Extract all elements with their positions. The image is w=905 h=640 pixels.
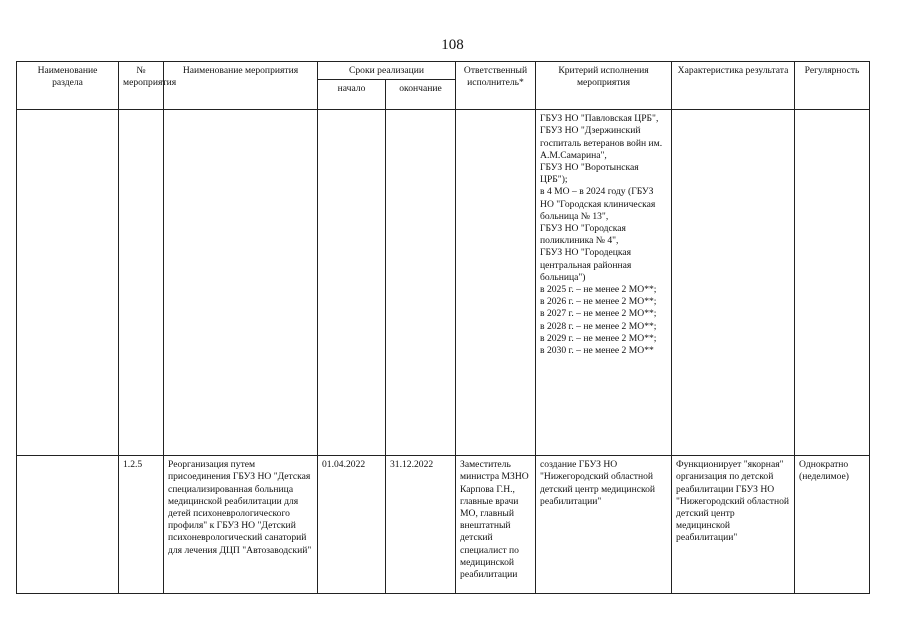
criterion-line: в 2028 г. – не менее 2 МО**; (540, 320, 657, 332)
cell-event: Реорганизация путем присоединения ГБУЗ НО "Детская специализированная больница медицинской реабилитации для детей психоневрологического профиля" к ГБУЗ НО "Детский психоневрологический санаторий для лечения ДЦП "Автозаводский" (164, 456, 318, 594)
header-result: Характеристика результата (672, 62, 795, 110)
criterion-line: в 2026 г. – не менее 2 МО**; (540, 296, 657, 308)
cell-section (17, 456, 119, 594)
cell-regularity: Однократно (неделимое) (795, 456, 870, 594)
measures-table (16, 61, 870, 594)
criterion-line: ГБУЗ НО "Павловская ЦРБ", (540, 113, 659, 125)
header-regularity: Регулярность (795, 62, 870, 110)
cell-result (672, 110, 795, 456)
criterion-line: ГБУЗ НО "Городская поликлиника № 4", (540, 223, 626, 247)
criterion-line: в 2025 г. – не менее 2 МО**; (540, 284, 657, 296)
header-responsible: Ответственный исполнитель* (456, 62, 536, 110)
table-row (17, 456, 870, 594)
cell-num: 1.2.5 (119, 456, 164, 594)
cell-num (119, 110, 164, 456)
criterion-line: ГБУЗ НО "Городецкая центральная районная больница") (540, 247, 632, 283)
criterion-line: ГБУЗ НО "Дзержинский госпиталь ветеранов войн им. А.М.Самарина", (540, 125, 663, 161)
cell-responsible (456, 110, 536, 456)
table-row (17, 110, 870, 456)
header-start: начало (318, 80, 386, 110)
cell-start: 01.04.2022 (318, 456, 386, 594)
cell-responsible: Заместитель министра МЗНО Карпова Г.Н., главные врачи МО, главный внештатный детский специалист по медицинской реабилитации (456, 456, 536, 594)
cell-event (164, 110, 318, 456)
header-section: Наименование раздела (17, 62, 119, 110)
cell-regularity (795, 110, 870, 456)
cell-start (318, 110, 386, 456)
criterion-line: в 2027 г. – не менее 2 МО**; (540, 308, 657, 320)
criterion-line: ГБУЗ НО "Воротынская ЦРБ"); (540, 162, 639, 186)
header-criterion: Критерий исполнения мероприятия (536, 62, 672, 110)
criterion-line: в 4 МО – в 2024 году (ГБУЗ НО "Городская клиническая больница № 13", (540, 186, 656, 222)
cell-result: Функционирует "якорная" организация по детской реабилитации ГБУЗ НО "Нижегородский областной детский центр медицинской реабилитации" (672, 456, 795, 594)
criterion-line: в 2030 г. – не менее 2 МО** (540, 345, 654, 357)
cell-end: 31.12.2022 (386, 456, 456, 594)
cell-criterion: создание ГБУЗ НО "Нижегородский областной детский центр медицинской реабилитации" (536, 456, 672, 594)
header-end: окончание (386, 80, 456, 110)
header-terms: Сроки реализации (318, 62, 456, 80)
header-row (17, 62, 870, 80)
cell-section (17, 110, 119, 456)
page-number: 108 (441, 37, 464, 53)
header-event: Наименование мероприятия (164, 62, 318, 110)
header-num: № мероприятия (119, 62, 164, 110)
cell-criterion (536, 110, 672, 456)
criterion-line: в 2029 г. – не менее 2 МО**; (540, 332, 657, 344)
cell-end (386, 110, 456, 456)
